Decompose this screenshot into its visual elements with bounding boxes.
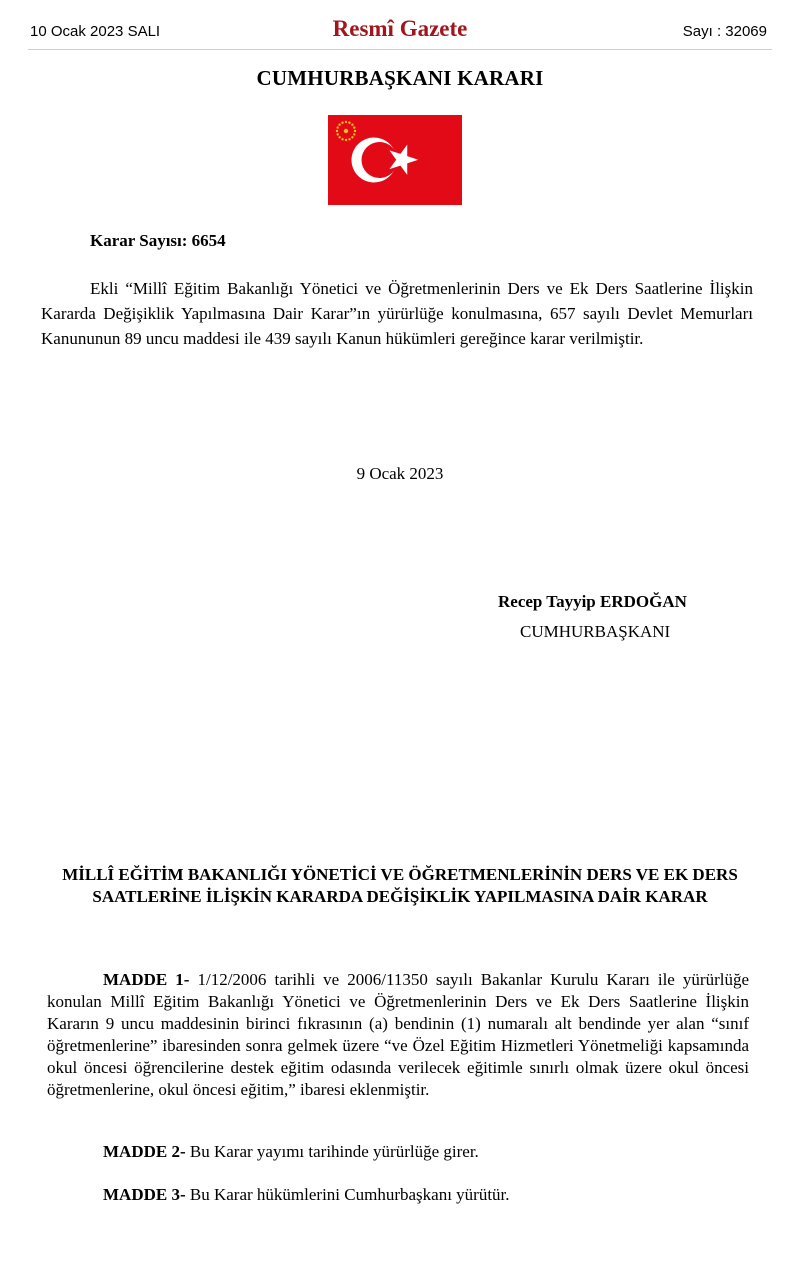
signature-date: 9 Ocak 2023 xyxy=(356,464,444,483)
article-text: Bu Karar hükümlerini Cumhurbaşkanı yürütür. xyxy=(185,1185,510,1204)
document-heading: CUMHURBAŞKANI KARARI xyxy=(256,66,544,90)
intro-paragraph: Ekli “Millî Eğitim Bakanlığı Yönetici ve Öğretmenlerinin Ders ve Ek Ders Saatlerine İlişkin Kararda Değişiklik Yapılmasına Dair Karar”ın yürürlüğe konulmasına, 657 sayılı Devlet Memurları Kanununun 89 uncu maddesi ile 439 sayılı Kanun hükümleri gereğince karar verilmiştir. xyxy=(41,279,753,348)
article-text: Bu Karar yayımı tarihinde yürürlüğe girer. xyxy=(185,1142,479,1161)
article-1 xyxy=(47,969,749,1101)
turkish-flag-icon xyxy=(328,115,462,205)
gazette-title: Resmî Gazete xyxy=(332,16,468,41)
article-label: MADDE 3- xyxy=(103,1185,186,1204)
signer-name: Recep Tayyip ERDOĞAN xyxy=(498,592,687,611)
publication-date: 10 Ocak 2023 SALI xyxy=(30,23,161,40)
gazette-header xyxy=(0,0,800,52)
article-text: 1/12/2006 tarihli ve 2006/11350 sayılı Bakanlar Kurulu Kararı ile yürürlüğe konulan Millî Eğitim Bakanlığı Yönetici ve Öğretmenlerinin Ders ve Ek Ders Saatlerine İlişkin Kararın 9 uncu maddesinin birinci fıkrasının (a) bendinin (1) numaralı alt bendinde yer alan “sınıf öğretmenlerine” ibaresinden sonra gelmek üzere “ve Özel Eğitim Hizmetleri Yönetmeliği kapsamında okul öncesi öğrencilerine destek eğitim odasında verilecek eğitimle sınırlı olmak üzere okul öncesi öğretmenlerine, okul öncesi eğitim,” ibaresi eklenmiştir. xyxy=(47,970,749,1099)
article-label: MADDE 2- xyxy=(103,1142,186,1161)
decision-number: Karar Sayısı: 6654 xyxy=(90,231,226,250)
article-2 xyxy=(47,1141,749,1163)
article-3 xyxy=(47,1184,749,1206)
regulation-title: MİLLÎ EĞİTİM BAKANLIĞI YÖNETİCİ VE ÖĞRETMENLERİNİN DERS VE EK DERS SAATLERİNE İLİŞKİN KARARDA DEĞİŞİKLİK YAPILMASINA DAİR KARAR xyxy=(62,865,738,906)
article-label: MADDE 1- xyxy=(103,970,190,989)
signer-title: CUMHURBAŞKANI xyxy=(520,622,671,641)
issue-number: Sayı : 32069 xyxy=(682,23,767,40)
header-divider xyxy=(28,49,772,50)
